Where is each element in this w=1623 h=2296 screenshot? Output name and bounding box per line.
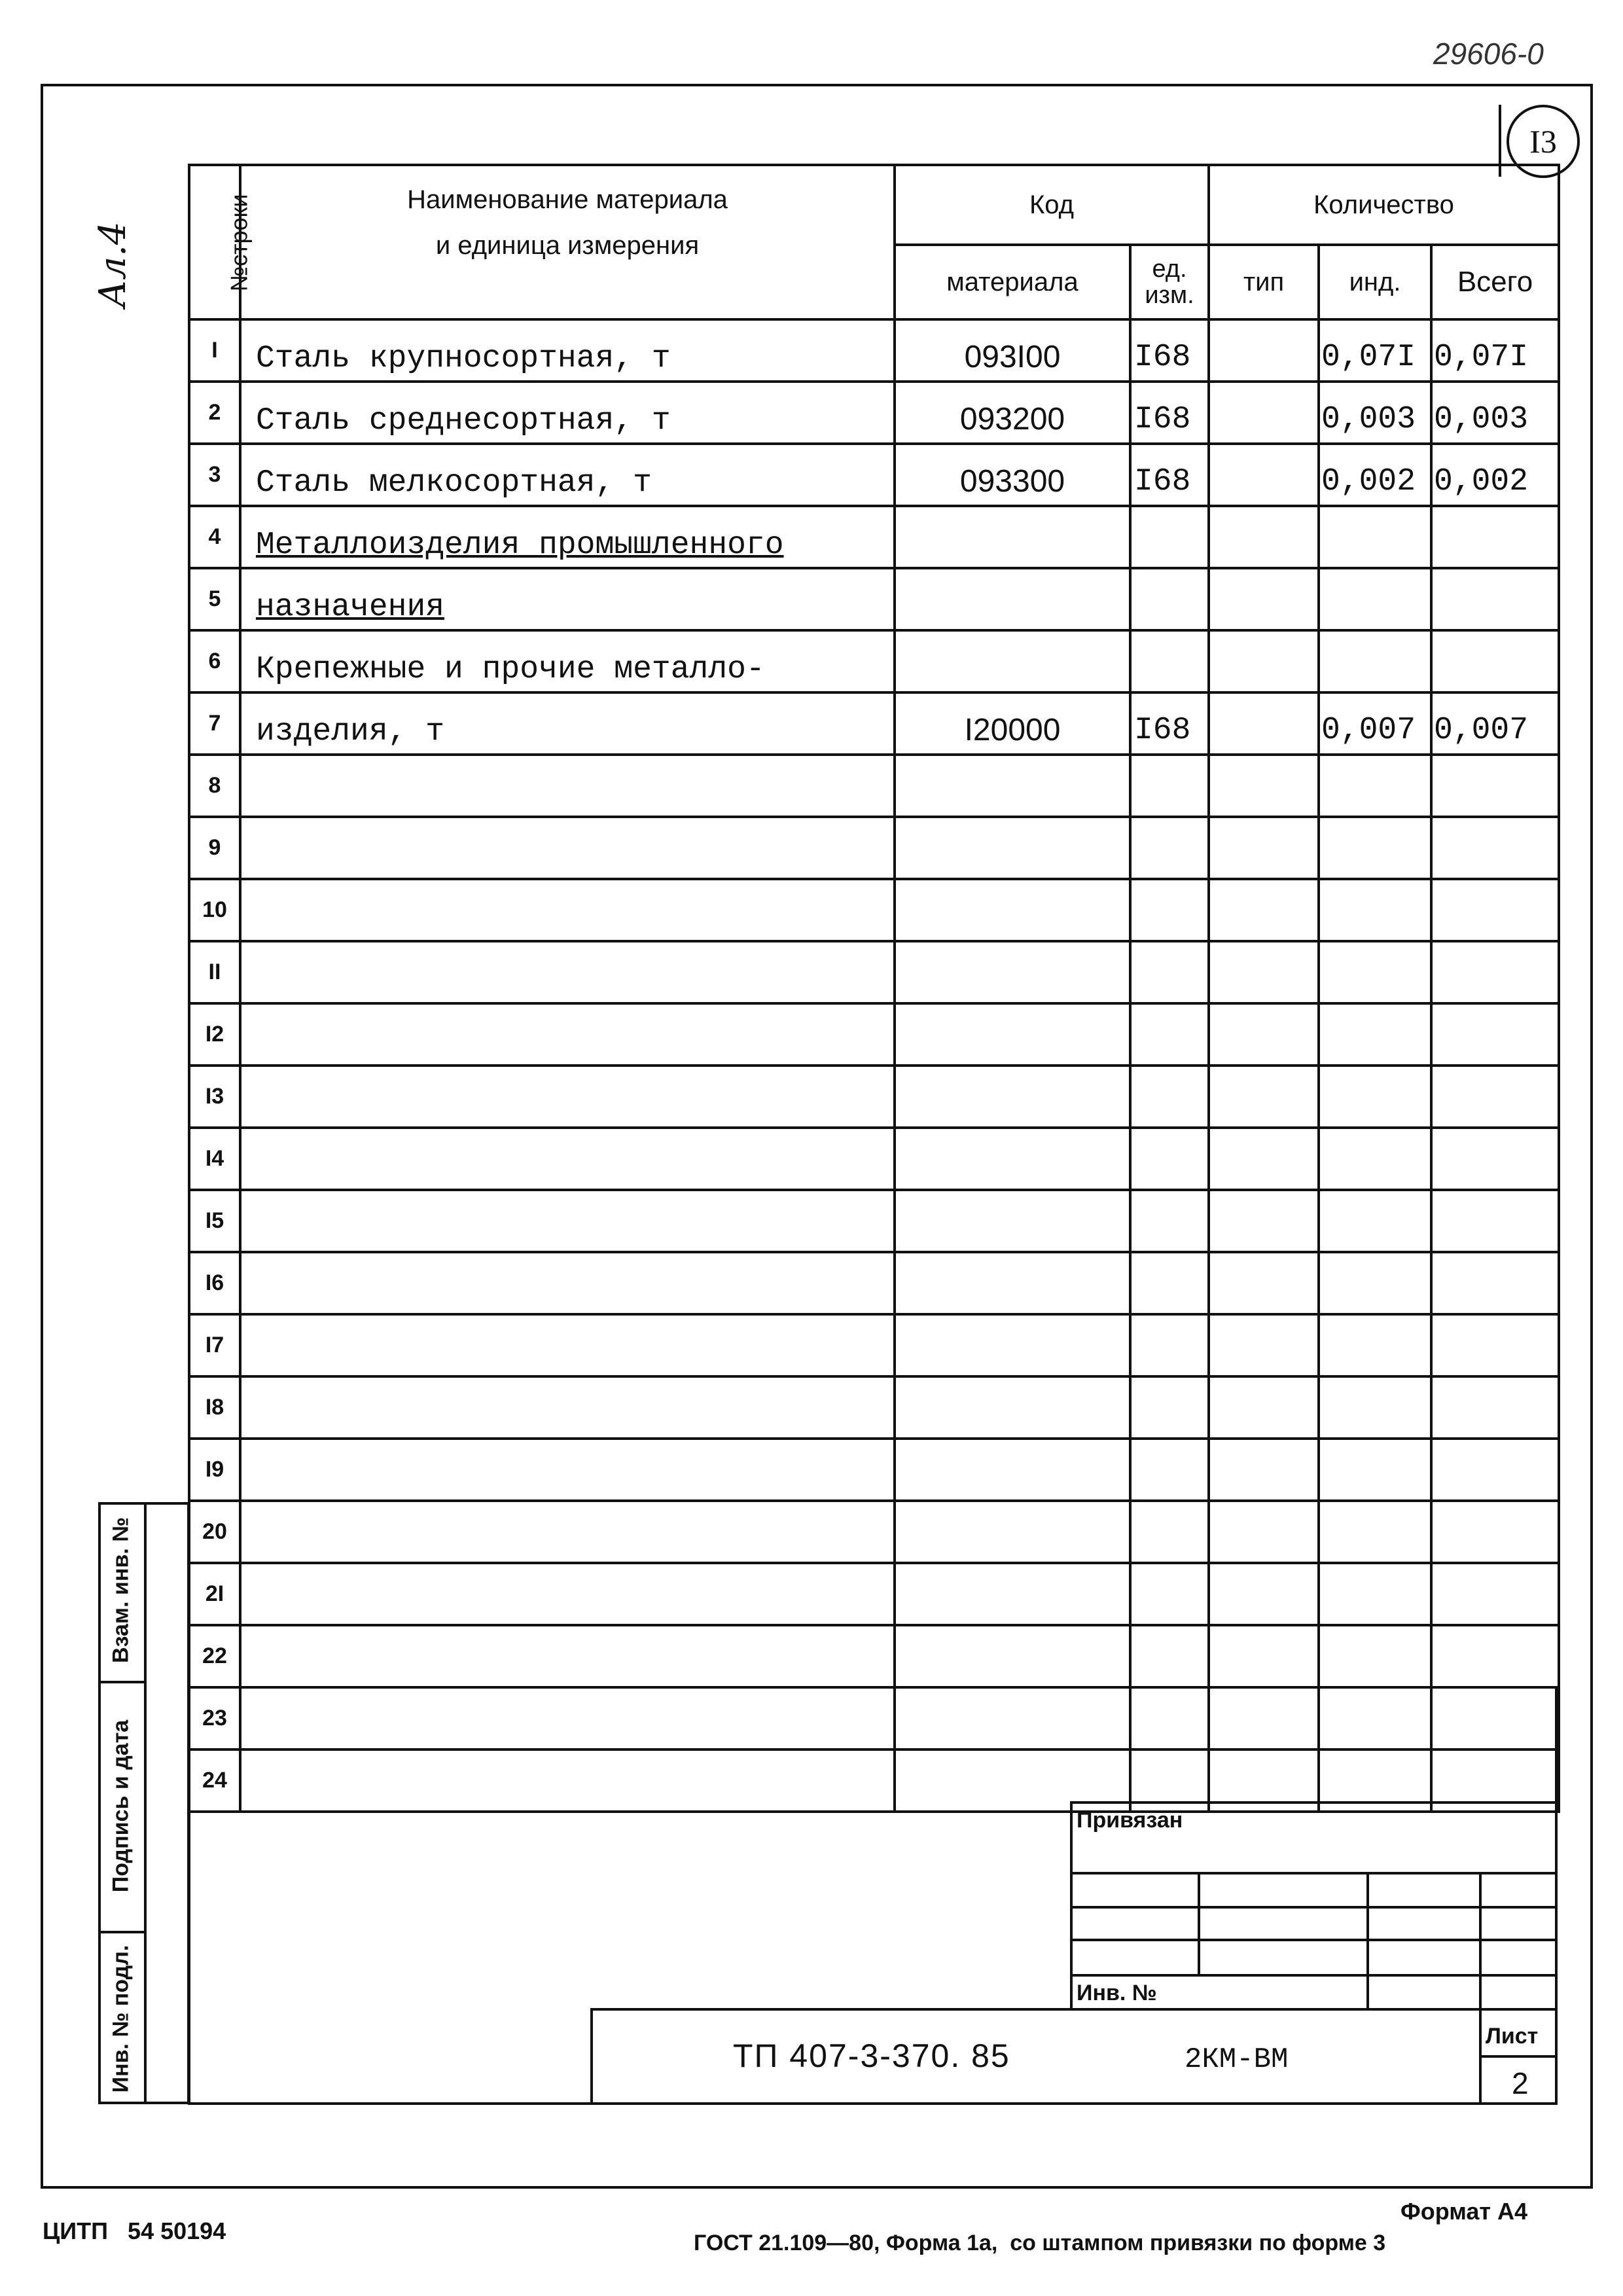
row-number-cell — [189, 1563, 240, 1625]
unit-code: I68 — [1134, 340, 1191, 375]
qty-ind: 0,003 — [1321, 402, 1416, 437]
qty-type-cell — [1209, 568, 1319, 630]
qty-ind: 0,002 — [1321, 464, 1416, 499]
material-code-cell — [895, 506, 1130, 568]
unit-code-cell — [1130, 568, 1209, 630]
row-number-cell — [189, 1128, 240, 1190]
material-name-cell — [240, 1625, 895, 1687]
side-stamp-divider — [98, 1502, 101, 2104]
qty-ind-cell — [1319, 568, 1431, 630]
material-code: 093I00 — [964, 340, 1061, 374]
qty-ind-cell — [1319, 1003, 1431, 1066]
material-name-cell — [240, 1252, 895, 1314]
binding-h2 — [1070, 1906, 1558, 1909]
row-number-cell — [189, 1376, 240, 1439]
qty-total-cell — [1431, 1501, 1559, 1563]
material-name-cell — [240, 1128, 895, 1190]
table-row — [189, 444, 1559, 506]
material-name-cell — [240, 630, 895, 692]
qty-total-cell — [1431, 382, 1559, 444]
row-number: 24 — [202, 1768, 227, 1793]
qty-total: 0,002 — [1434, 464, 1529, 499]
material-code-cell — [895, 1252, 1130, 1314]
material-name: назначения — [256, 590, 445, 625]
qty-ind-cell — [1319, 382, 1431, 444]
table-row — [189, 506, 1559, 568]
material-name-cell — [240, 1376, 895, 1439]
row-number: 4 — [208, 524, 221, 549]
unit-code-cell — [1130, 1066, 1209, 1128]
table-row — [189, 1439, 1559, 1501]
material-name-cell — [240, 382, 895, 444]
side-stamp-h1 — [98, 1681, 144, 1683]
qty-type-cell — [1209, 382, 1319, 444]
qty-ind-cell — [1319, 1190, 1431, 1252]
qty-ind-cell — [1319, 1314, 1431, 1376]
row-number: I — [211, 338, 218, 363]
qty-type-cell — [1209, 879, 1319, 941]
material-name-cell — [240, 1439, 895, 1501]
row-number-cell — [189, 1749, 240, 1812]
qty-ind: 0,07I — [1321, 340, 1416, 375]
table-row — [189, 1066, 1559, 1128]
row-number-cell — [189, 1625, 240, 1687]
material-code-cell — [895, 319, 1130, 382]
header-row-number: №строки — [189, 165, 240, 319]
unit-code-cell — [1130, 755, 1209, 817]
row-number-cell — [189, 1190, 240, 1252]
margin-note: Ал.4 — [92, 221, 134, 308]
material-name-cell — [240, 1501, 895, 1563]
qty-ind-cell — [1319, 506, 1431, 568]
qty-type-cell — [1209, 755, 1319, 817]
table-row — [189, 1625, 1559, 1687]
table-row — [189, 630, 1559, 692]
material-code-cell — [895, 382, 1130, 444]
table-row — [189, 1501, 1559, 1563]
header-qty-type: тип — [1209, 245, 1319, 319]
qty-type-cell — [1209, 1439, 1319, 1501]
side-stamp-h2 — [98, 1931, 144, 1933]
row-number: II — [208, 960, 221, 984]
doc-code: ТП 407-3-370. 85 — [733, 2037, 1010, 2074]
qty-total-cell — [1431, 1128, 1559, 1190]
row-number: I2 — [205, 1022, 224, 1047]
material-code-cell — [895, 1066, 1130, 1128]
row-number-cell — [189, 1066, 240, 1128]
material-name: изделия, т — [256, 714, 445, 749]
unit-code-cell — [1130, 1190, 1209, 1252]
row-number: 23 — [202, 1706, 227, 1731]
unit-code-cell — [1130, 506, 1209, 568]
material-code-cell — [895, 1439, 1130, 1501]
side-stamp-vline — [144, 1502, 147, 2104]
material-code-cell — [895, 568, 1130, 630]
row-number: 9 — [208, 835, 221, 860]
qty-total-cell — [1431, 1687, 1559, 1749]
row-number-cell — [189, 1314, 240, 1376]
qty-type-cell — [1209, 1128, 1319, 1190]
unit-code-cell — [1130, 382, 1209, 444]
unit-code-cell — [1130, 1252, 1209, 1314]
material-name-cell — [240, 817, 895, 879]
binding-h4 — [1070, 1974, 1558, 1977]
qty-ind-cell — [1319, 1563, 1431, 1625]
material-name-cell — [240, 941, 895, 1003]
qty-total-cell — [1431, 692, 1559, 755]
material-name-cell — [240, 1003, 895, 1066]
row-number: I8 — [205, 1395, 224, 1420]
material-code-cell — [895, 1501, 1130, 1563]
binding-h1 — [1070, 1872, 1558, 1874]
qty-type-cell — [1209, 1687, 1319, 1749]
material-code-cell — [895, 1687, 1130, 1749]
row-number-cell — [189, 1003, 240, 1066]
material-code-cell — [895, 755, 1130, 817]
row-number-cell — [189, 382, 240, 444]
material-name-cell — [240, 1563, 895, 1625]
row-number: I3 — [205, 1084, 224, 1109]
qty-ind-cell — [1319, 941, 1431, 1003]
row-number-cell — [189, 506, 240, 568]
unit-code-cell — [1130, 1128, 1209, 1190]
header-quantity: Количество — [1209, 165, 1559, 245]
doc-mark: 2КМ-ВМ — [1185, 2043, 1289, 2076]
table-row — [189, 1003, 1559, 1066]
binding-v2 — [1366, 1872, 1369, 2011]
row-number: 10 — [202, 897, 227, 922]
material-name-cell — [240, 755, 895, 817]
qty-ind-cell — [1319, 1501, 1431, 1563]
header-code-material: материала — [895, 245, 1130, 319]
row-number-cell — [189, 879, 240, 941]
table-row — [189, 1687, 1559, 1749]
qty-total: 0,003 — [1434, 402, 1529, 437]
table-region-left — [188, 1689, 190, 2105]
material-code: 093300 — [959, 464, 1065, 499]
qty-total-cell — [1431, 1314, 1559, 1376]
qty-type-cell — [1209, 506, 1319, 568]
qty-total-cell — [1431, 817, 1559, 879]
table-row — [189, 817, 1559, 879]
binding-label: Привязан — [1077, 1808, 1183, 1833]
material-name-cell — [240, 1314, 895, 1376]
qty-type-cell — [1209, 1563, 1319, 1625]
qty-total-cell — [1431, 1066, 1559, 1128]
unit-code-cell — [1130, 692, 1209, 755]
material-code-cell — [895, 1314, 1130, 1376]
qty-type-cell — [1209, 1066, 1319, 1128]
table-row — [189, 1314, 1559, 1376]
qty-total: 0,007 — [1434, 713, 1529, 748]
side-label-vzam: Взам. инв. № — [108, 1516, 134, 1664]
unit-code-cell — [1130, 879, 1209, 941]
header-material-name: Наименование материала и единица измерения — [240, 165, 895, 319]
row-number: I5 — [205, 1208, 224, 1233]
unit-code: I68 — [1134, 402, 1191, 437]
row-number: 5 — [208, 586, 221, 611]
qty-type-cell — [1209, 630, 1319, 692]
material-name: Крепежные и прочие металло- — [256, 652, 765, 687]
qty-total-cell — [1431, 1625, 1559, 1687]
sheet-circle-number: I3 — [1529, 123, 1557, 160]
material-code-cell — [895, 1563, 1130, 1625]
qty-total-cell — [1431, 319, 1559, 382]
qty-ind-cell — [1319, 879, 1431, 941]
row-number: 6 — [208, 649, 221, 673]
row-number-cell — [189, 692, 240, 755]
row-number: 20 — [202, 1519, 227, 1544]
row-number: 3 — [208, 462, 221, 487]
row-number: 7 — [208, 711, 221, 736]
qty-total-cell — [1431, 755, 1559, 817]
qty-type-cell — [1209, 1376, 1319, 1439]
material-code-cell — [895, 1003, 1130, 1066]
unit-code-cell — [1130, 444, 1209, 506]
row-number-cell — [189, 444, 240, 506]
archive-number: 29606-0 — [1433, 37, 1544, 71]
qty-total-cell — [1431, 506, 1559, 568]
material-name-cell — [240, 1749, 895, 1812]
row-number-cell — [189, 630, 240, 692]
qty-ind-cell — [1319, 630, 1431, 692]
material-code-cell — [895, 879, 1130, 941]
footer-left: ЦИТП 54 50194 — [43, 2217, 226, 2244]
unit-code: I68 — [1134, 464, 1191, 499]
qty-ind-cell — [1319, 1376, 1431, 1439]
material-code: 093200 — [959, 402, 1065, 437]
qty-ind-cell — [1319, 1439, 1431, 1501]
material-code-cell — [895, 941, 1130, 1003]
row-number: 2I — [205, 1581, 224, 1606]
qty-total-cell — [1431, 568, 1559, 630]
qty-ind-cell — [1319, 1252, 1431, 1314]
unit-code-cell — [1130, 941, 1209, 1003]
qty-ind: 0,007 — [1321, 713, 1416, 748]
table-row — [189, 1128, 1559, 1190]
row-number: I7 — [205, 1333, 224, 1357]
material-code-cell — [895, 1376, 1130, 1439]
qty-ind-cell — [1319, 692, 1431, 755]
row-number-cell — [189, 1501, 240, 1563]
material-name: Сталь крупносортная, т — [256, 341, 671, 376]
table-body — [189, 319, 1559, 1812]
material-code-cell — [895, 817, 1130, 879]
qty-type-cell — [1209, 692, 1319, 755]
qty-type-cell — [1209, 1314, 1319, 1376]
row-number-cell — [189, 1687, 240, 1749]
material-name-cell — [240, 692, 895, 755]
row-number-cell — [189, 755, 240, 817]
table-row — [189, 755, 1559, 817]
table-row — [189, 568, 1559, 630]
binding-v3 — [1479, 1872, 1482, 2011]
material-code-cell — [895, 1190, 1130, 1252]
qty-type-cell — [1209, 1625, 1319, 1687]
material-code-cell — [895, 1128, 1130, 1190]
row-number: 8 — [208, 773, 221, 798]
title-block-sheet-hline — [1479, 2055, 1558, 2058]
row-number-cell — [189, 1439, 240, 1501]
sheet-number: 2 — [1512, 2066, 1529, 2100]
header-code-unit: ед. изм. — [1130, 245, 1209, 319]
row-number: 22 — [202, 1643, 227, 1668]
unit-code-cell — [1130, 1003, 1209, 1066]
qty-ind-cell — [1319, 1687, 1431, 1749]
qty-ind-cell — [1319, 1625, 1431, 1687]
unit-code-cell — [1130, 1625, 1209, 1687]
qty-type-cell — [1209, 319, 1319, 382]
unit-code-cell — [1130, 817, 1209, 879]
table-row — [189, 879, 1559, 941]
material-name-cell — [240, 506, 895, 568]
material-name: Металлоизделия промышленного — [256, 528, 784, 563]
row-number: I4 — [205, 1146, 224, 1171]
material-code-cell — [895, 692, 1130, 755]
qty-total-cell — [1431, 1252, 1559, 1314]
row-number-cell — [189, 568, 240, 630]
header-code: Код — [895, 165, 1209, 245]
qty-type-cell — [1209, 1190, 1319, 1252]
qty-total-cell — [1431, 630, 1559, 692]
material-name-cell — [240, 1066, 895, 1128]
table-row — [189, 1563, 1559, 1625]
qty-type-cell — [1209, 1003, 1319, 1066]
unit-code-cell — [1130, 1314, 1209, 1376]
material-name: Сталь среднесортная, т — [256, 403, 671, 439]
material-name-cell — [240, 444, 895, 506]
footer-gost: ГОСТ 21.109—80, Форма 1а, со штампом привязки по форме 3 — [694, 2231, 1386, 2255]
material-name: Сталь мелкосортная, т — [256, 465, 652, 501]
material-name-cell — [240, 568, 895, 630]
binding-h3 — [1070, 1939, 1558, 1941]
material-code-cell — [895, 444, 1130, 506]
unit-code-cell — [1130, 1687, 1209, 1749]
table-row — [189, 1190, 1559, 1252]
table-row — [189, 692, 1559, 755]
material-code-cell — [895, 1625, 1130, 1687]
unit-code-cell — [1130, 1501, 1209, 1563]
unit-code-cell — [1130, 1439, 1209, 1501]
qty-type-cell — [1209, 1501, 1319, 1563]
row-number: I6 — [205, 1270, 224, 1295]
material-name-cell — [240, 319, 895, 382]
row-number-cell — [189, 941, 240, 1003]
sheet-label: Лист — [1486, 2024, 1539, 2049]
table-row — [189, 382, 1559, 444]
header-row-1 — [189, 165, 1559, 245]
qty-total-cell — [1431, 1376, 1559, 1439]
table-row — [189, 1376, 1559, 1439]
materials-table — [188, 164, 1560, 1813]
row-number: 2 — [208, 400, 221, 425]
material-code-cell — [895, 630, 1130, 692]
inv-no-label: Инв. № — [1077, 1981, 1157, 2005]
table-row — [189, 941, 1559, 1003]
material-name-cell — [240, 1687, 895, 1749]
qty-total-cell — [1431, 879, 1559, 941]
row-number-cell — [189, 319, 240, 382]
qty-type-cell — [1209, 817, 1319, 879]
binding-v1 — [1198, 1872, 1200, 1974]
material-code: I20000 — [964, 713, 1061, 747]
qty-type-cell — [1209, 1252, 1319, 1314]
header-qty-ind: инд. — [1319, 245, 1431, 319]
qty-ind-cell — [1319, 755, 1431, 817]
qty-total-cell — [1431, 1439, 1559, 1501]
table-row — [189, 319, 1559, 382]
row-number: I9 — [205, 1457, 224, 1482]
qty-ind-cell — [1319, 319, 1431, 382]
table-row — [189, 1252, 1559, 1314]
qty-ind-cell — [1319, 1128, 1431, 1190]
material-name-cell — [240, 1190, 895, 1252]
header-qty-total: Всего — [1431, 245, 1559, 319]
row-number-cell — [189, 817, 240, 879]
qty-type-cell — [1209, 941, 1319, 1003]
qty-total: 0,07I — [1434, 340, 1529, 375]
qty-total-cell — [1431, 1563, 1559, 1625]
qty-total-cell — [1431, 444, 1559, 506]
unit-code-cell — [1130, 1376, 1209, 1439]
side-label-inv-podl: Инв. № подл. — [108, 1945, 134, 2093]
unit-code-cell — [1130, 319, 1209, 382]
qty-total-cell — [1431, 1003, 1559, 1066]
qty-ind-cell — [1319, 1066, 1431, 1128]
qty-total-cell — [1431, 941, 1559, 1003]
qty-ind-cell — [1319, 817, 1431, 879]
qty-ind-cell — [1319, 444, 1431, 506]
row-number-cell — [189, 1252, 240, 1314]
material-name-cell — [240, 879, 895, 941]
qty-type-cell — [1209, 444, 1319, 506]
unit-code-cell — [1130, 1563, 1209, 1625]
unit-code: I68 — [1134, 713, 1191, 748]
footer-format: Формат А4 — [1400, 2198, 1528, 2225]
unit-code-cell — [1130, 630, 1209, 692]
side-label-podpis: Подпись и дата — [108, 1719, 134, 1893]
qty-total-cell — [1431, 1190, 1559, 1252]
